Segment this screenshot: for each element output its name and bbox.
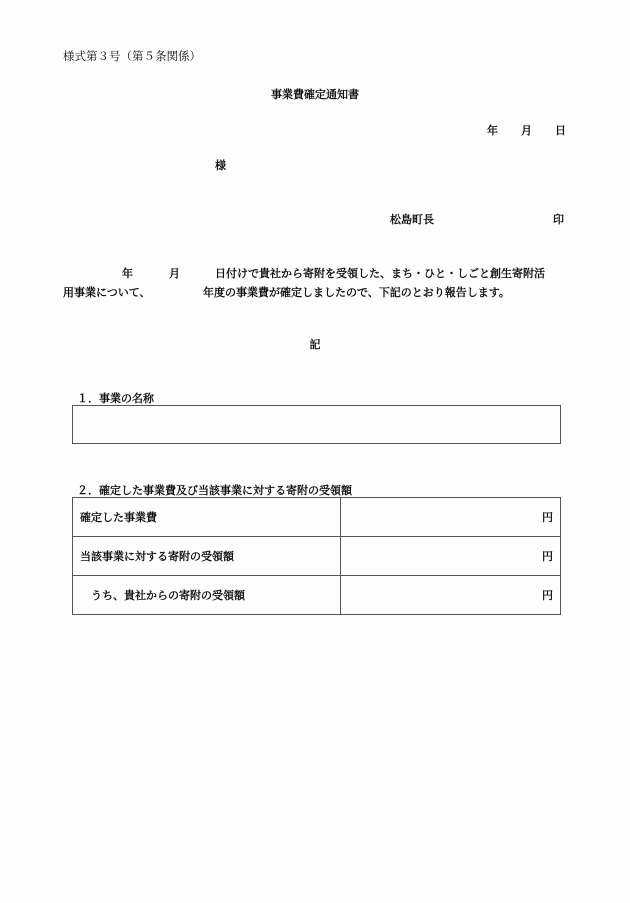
section1-heading: １．事業の名称 <box>77 392 154 405</box>
amount-table <box>72 497 561 615</box>
project-name-box <box>72 405 561 444</box>
date-month-label: 月 <box>521 124 532 137</box>
yen-unit: 円 <box>341 576 561 615</box>
body-month-label: 月 <box>169 267 180 280</box>
body-line2-start: 用事業について、 <box>63 286 151 299</box>
sender-name: 松島町長 <box>390 213 434 226</box>
body-year-label: 年 <box>122 267 133 280</box>
section2-heading: ２．確定した事業費及び当該事業に対する寄附の受領額 <box>77 484 352 497</box>
row-label: 確定した事業費 <box>73 498 341 537</box>
document-title: 事業費確定通知書 <box>271 88 359 101</box>
body-line2-rest: 年度の事業費が確定しましたので、下記のとおり報告します。 <box>203 286 510 299</box>
addressee-suffix: 様 <box>215 159 226 172</box>
yen-unit: 円 <box>341 537 561 576</box>
yen-unit: 円 <box>341 498 561 537</box>
table-row <box>73 537 561 576</box>
date-day-label: 日 <box>555 124 566 137</box>
body-line1: 日付けで貴社から寄附を受領した、まち・ひと・しごと創生寄附活 <box>215 267 545 280</box>
row-label: うち、貴社からの寄附の受領額 <box>73 576 341 615</box>
seal-mark: 印 <box>553 213 564 226</box>
ki-heading: 記 <box>309 338 321 351</box>
row-label: 当該事業に対する寄附の受領額 <box>73 537 341 576</box>
table-row <box>73 498 561 537</box>
form-number: 様式第３号（第５条関係） <box>63 49 201 63</box>
date-year-label: 年 <box>487 124 498 137</box>
table-row <box>73 576 561 615</box>
